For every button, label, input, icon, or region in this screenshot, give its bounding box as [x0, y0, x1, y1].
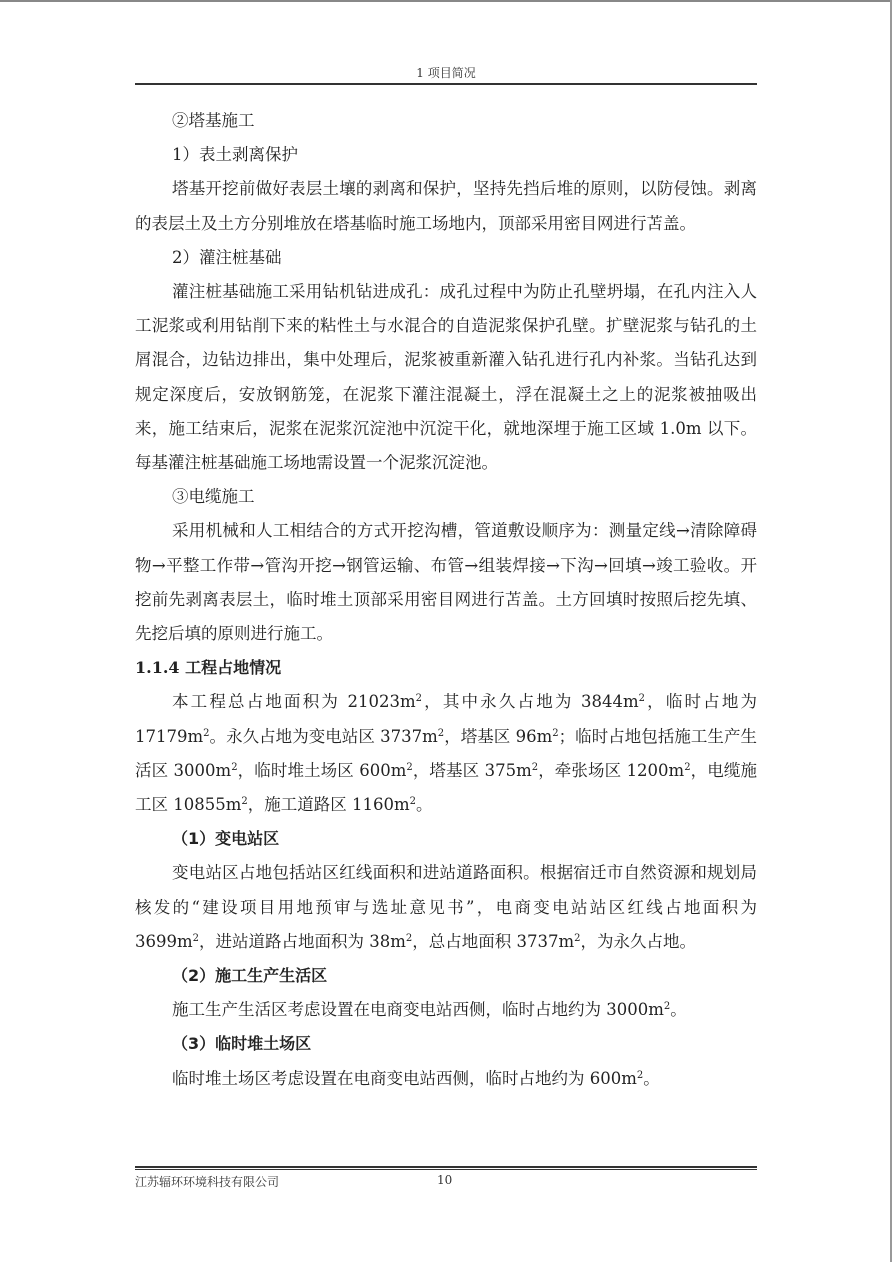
document-body [135, 104, 757, 1096]
paragraph-bored-pile: 灌注桩基础施工采用钻机钻进成孔：成孔过程中为防止孔壁坍塌，在孔内注入人工泥浆或利用钻削下来的粘性土与水混合的自造泥浆保护孔壁。扩壁泥浆与钻孔的土屑混合，边钻边排出，集中处理后，泥浆被重新灌入钻孔进行孔内补浆。当钻孔达到规定深度后，安放钢筋笼，在泥浆下灌注混凝土，浮在混凝土之上的泥浆被抽吸出来，施工结束后，泥浆在泥浆沉淀池中沉淀干化，就地深埋于施工区域 1.0m 以下。每基灌注桩基础施工场地需设置一个泥浆沉淀池。 [135, 282, 757, 473]
footer-company: 江苏辐环环境科技有限公司 [135, 1175, 280, 1189]
subsection-tower-foundation: ②塔基施工 [172, 111, 255, 130]
paragraph-temp-soil: 临时堆土场区考虑设置在电商变电站西侧，临时占地约为 $600m^2$。 [172, 1068, 660, 1088]
paragraph-construction-living: 施工生产生活区考虑设置在电商变电站西侧，临时占地约为 $3000m^2$。 [172, 1000, 687, 1020]
paragraph-cable: 采用机械和人工相结合的方式开挖沟槽，管道敷设顺序为：测量定线→清除障碍物→平整工作带→管沟开挖→钢管运输、布管→组装焊接→下沟→回填→竣工验收。开挖前先剥离表层土，临时堆土顶部采用密目网进行苫盖。土方回填时按照后挖先填、先挖后填的原则进行施工。 [135, 521, 757, 644]
header-rule [135, 83, 757, 85]
subsection-cable: ③电缆施工 [172, 487, 255, 507]
heading-substation: （1）变电站区 [172, 829, 280, 849]
item-topsoil-stripping: 1）表土剥离保护 [172, 145, 298, 165]
heading-temp-soil: （3）临时堆土场区 [172, 1034, 312, 1054]
page-number: 10 [437, 1173, 453, 1187]
item-bored-pile: 2）灌注桩基础 [172, 247, 282, 267]
section-title: 工程占地情况 [185, 658, 282, 678]
heading-construction-living: （2）施工生产生活区 [172, 966, 328, 986]
section-number: 1.1.4 [135, 658, 180, 678]
paragraph-topsoil: 塔基开挖前做好表层土壤的剥离和保护，坚持先挡后堆的原则，以防侵蚀。剥离的表层土及土方分别堆放在塔基临时施工场地内，顶部采用密目网进行苫盖。 [135, 179, 757, 233]
paragraph-land-area: 本工程总占地面积为 $21023m^2$，其中永久占地为 $3844m^2$，临时占地为 $17179m^2$。永久占地为变电站区 $3737m^2$，塔基区 $96m^2$；临时占地包括施工生产生活区 $3000m^2$，临时堆土场区 $600m^2$，塔基区 $375m^2$，牵张场区 $1200m^2$，电缆施工区 $10855m^2$，施工道路区 $1160m^2$。 [135, 692, 758, 815]
footer-rule [135, 1166, 757, 1168]
paragraph-substation: 变电站区占地包括站区红线面积和进站道路面积。根据宿迁市自然资源和规划局核发的“建设项目用地预审与选址意见书”，电商变电站站区红线占地面积为 $3699m^2$，进站道路占地面积为 $38m^2$，总占地面积 $3737m^2$，为永久占地。 [135, 863, 757, 951]
footer-rule-thin [135, 1169, 757, 1170]
page-header: 1 项目简况 [416, 66, 476, 80]
page-top-border [0, 0, 892, 2]
section-heading [135, 651, 757, 685]
